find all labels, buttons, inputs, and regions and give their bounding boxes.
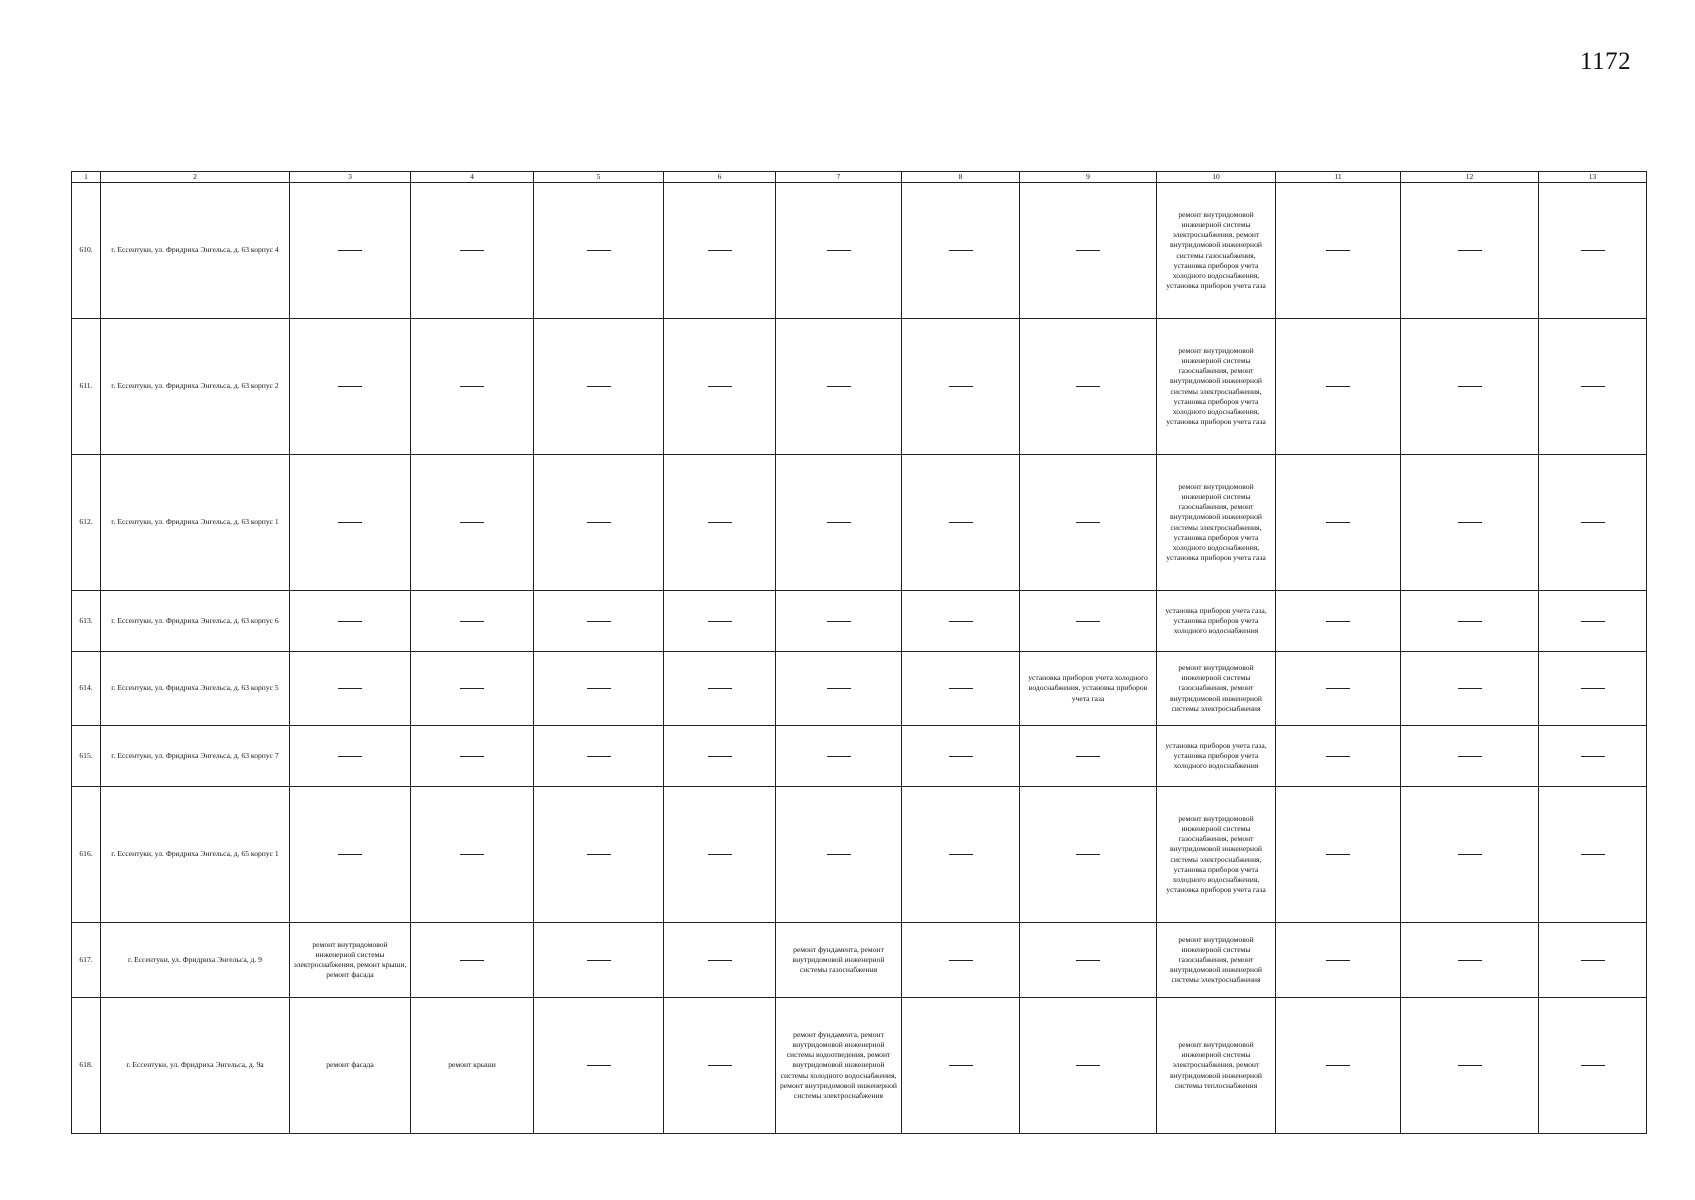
column-header: 12 xyxy=(1401,172,1539,183)
row-number: 610. xyxy=(72,183,101,319)
dash-mark xyxy=(1326,1065,1350,1066)
dash-mark xyxy=(949,621,973,622)
dash-mark xyxy=(827,621,851,622)
empty-cell xyxy=(902,787,1020,923)
dash-mark xyxy=(708,522,732,523)
dash-mark xyxy=(1326,854,1350,855)
dash-mark xyxy=(1076,960,1100,961)
empty-cell xyxy=(1276,183,1401,319)
empty-cell xyxy=(1020,787,1157,923)
dash-mark xyxy=(708,688,732,689)
empty-cell xyxy=(534,726,664,787)
dash-mark xyxy=(1458,756,1482,757)
empty-cell xyxy=(534,998,664,1134)
work-description: установка приборов учета холодного водоснабжения, установка приборов учета газа xyxy=(1028,673,1148,703)
empty-cell xyxy=(1020,455,1157,591)
dash-mark xyxy=(827,688,851,689)
page-number: 1172 xyxy=(1580,48,1632,75)
column-header: 1 xyxy=(72,172,101,183)
work-description: ремонт фундамента, ремонт внутридомовой инженерной системы газоснабжения xyxy=(792,944,885,974)
dash-mark xyxy=(1076,386,1100,387)
dash-mark xyxy=(1326,688,1350,689)
empty-cell xyxy=(1276,455,1401,591)
work-description-cell xyxy=(776,998,902,1134)
dash-mark xyxy=(1581,386,1605,387)
empty-cell xyxy=(1539,591,1647,652)
work-description-cell xyxy=(1020,652,1157,726)
address-cell: г. Ессентуки, ул. Фридриха Энгельса, д. 63 корпус 1 xyxy=(101,455,290,591)
dash-mark xyxy=(708,250,732,251)
dash-mark xyxy=(587,854,611,855)
row-number: 618. xyxy=(72,998,101,1134)
table-row xyxy=(72,726,1647,787)
empty-cell xyxy=(534,183,664,319)
work-description: ремонт внутридомовой инженерной системы газоснабжения, ремонт внутридомовой инженерной системы электроснабжения, установка приборов учета холодного водоснабжения, установка приборов учета газа xyxy=(1166,814,1266,894)
dash-mark xyxy=(708,386,732,387)
dash-mark xyxy=(338,854,362,855)
address-cell: г. Ессентуки, ул. Фридриха Энгельса, д. 63 корпус 5 xyxy=(101,652,290,726)
empty-cell xyxy=(290,787,411,923)
table-row xyxy=(72,591,1647,652)
empty-cell xyxy=(411,652,534,726)
dash-mark xyxy=(460,386,484,387)
empty-cell xyxy=(776,591,902,652)
dash-mark xyxy=(587,621,611,622)
empty-cell xyxy=(1401,319,1539,455)
dash-mark xyxy=(460,522,484,523)
empty-cell xyxy=(1401,726,1539,787)
empty-cell xyxy=(902,923,1020,998)
dash-mark xyxy=(338,688,362,689)
dash-mark xyxy=(338,621,362,622)
empty-cell xyxy=(534,319,664,455)
empty-cell xyxy=(664,726,776,787)
empty-cell xyxy=(1276,652,1401,726)
empty-cell xyxy=(1539,726,1647,787)
empty-cell xyxy=(411,319,534,455)
empty-cell xyxy=(290,591,411,652)
empty-cell xyxy=(664,652,776,726)
dash-mark xyxy=(1581,960,1605,961)
empty-cell xyxy=(1539,998,1647,1134)
dash-mark xyxy=(1458,621,1482,622)
dash-mark xyxy=(338,386,362,387)
dash-mark xyxy=(1076,621,1100,622)
work-description-cell xyxy=(290,923,411,998)
empty-cell xyxy=(664,923,776,998)
dash-mark xyxy=(827,854,851,855)
dash-mark xyxy=(460,960,484,961)
row-number: 614. xyxy=(72,652,101,726)
work-description: ремонт внутридомовой инженерной системы электроснабжения, ремонт крыши, ремонт фасада xyxy=(293,939,407,980)
empty-cell xyxy=(1020,183,1157,319)
table-row xyxy=(72,183,1647,319)
dash-mark xyxy=(460,854,484,855)
empty-cell xyxy=(1539,652,1647,726)
empty-cell xyxy=(411,923,534,998)
empty-cell xyxy=(664,319,776,455)
empty-cell xyxy=(1401,923,1539,998)
empty-cell xyxy=(1276,726,1401,787)
dash-mark xyxy=(587,250,611,251)
address-cell: г. Ессентуки, ул. Фридриха Энгельса, д. 63 корпус 4 xyxy=(101,183,290,319)
empty-cell xyxy=(1539,923,1647,998)
empty-cell xyxy=(1401,998,1539,1134)
work-description: ремонт фасада xyxy=(326,1060,374,1070)
dash-mark xyxy=(708,621,732,622)
work-description-cell xyxy=(1157,787,1276,923)
address-cell: г. Ессентуки, ул. Фридриха Энгельса, д. 63 корпус 6 xyxy=(101,591,290,652)
empty-cell xyxy=(664,787,776,923)
empty-cell xyxy=(411,183,534,319)
work-description: ремонт внутридомовой инженерной системы газоснабжения, ремонт внутридомовой инженерной системы электроснабжения, установка приборов учета холодного водоснабжения, установка приборов учета газа xyxy=(1166,482,1266,562)
empty-cell xyxy=(902,183,1020,319)
column-header: 2 xyxy=(101,172,290,183)
empty-cell xyxy=(1020,998,1157,1134)
empty-cell xyxy=(290,652,411,726)
dash-mark xyxy=(460,688,484,689)
empty-cell xyxy=(1401,591,1539,652)
work-description-cell xyxy=(411,998,534,1134)
column-header: 8 xyxy=(902,172,1020,183)
dash-mark xyxy=(1326,756,1350,757)
work-description-cell xyxy=(776,923,902,998)
work-description: ремонт крыши xyxy=(448,1060,496,1070)
empty-cell xyxy=(664,183,776,319)
empty-cell xyxy=(534,652,664,726)
empty-cell xyxy=(1276,998,1401,1134)
row-number: 617. xyxy=(72,923,101,998)
address-cell: г. Ессентуки, ул. Фридриха Энгельса, д. 65 корпус 1 xyxy=(101,787,290,923)
dash-mark xyxy=(949,1065,973,1066)
empty-cell xyxy=(411,455,534,591)
work-description: ремонт внутридомовой инженерной системы газоснабжения, ремонт внутридомовой инженерной системы электроснабжения xyxy=(1170,934,1262,985)
dash-mark xyxy=(949,854,973,855)
dash-mark xyxy=(1581,688,1605,689)
empty-cell xyxy=(290,319,411,455)
empty-cell xyxy=(1276,923,1401,998)
empty-cell xyxy=(411,726,534,787)
empty-cell xyxy=(664,455,776,591)
row-number: 612. xyxy=(72,455,101,591)
work-description-cell xyxy=(290,998,411,1134)
empty-cell xyxy=(290,183,411,319)
dash-mark xyxy=(460,621,484,622)
work-description-cell xyxy=(1157,319,1276,455)
work-description: установка приборов учета газа, установка приборов учета холодного водоснабжения xyxy=(1165,605,1267,635)
dash-mark xyxy=(1458,386,1482,387)
address-cell: г. Ессентуки, ул. Фридриха Энгельса, д. 9а xyxy=(101,998,290,1134)
column-header: 11 xyxy=(1276,172,1401,183)
dash-mark xyxy=(587,522,611,523)
dash-mark xyxy=(708,960,732,961)
row-number: 611. xyxy=(72,319,101,455)
empty-cell xyxy=(1401,787,1539,923)
dash-mark xyxy=(587,960,611,961)
work-description: установка приборов учета газа, установка приборов учета холодного водоснабжения xyxy=(1165,740,1267,770)
dash-mark xyxy=(587,756,611,757)
dash-mark xyxy=(1076,756,1100,757)
empty-cell xyxy=(534,787,664,923)
column-header: 3 xyxy=(290,172,411,183)
empty-cell xyxy=(1539,455,1647,591)
dash-mark xyxy=(949,386,973,387)
empty-cell xyxy=(534,455,664,591)
work-description-cell xyxy=(1157,455,1276,591)
empty-cell xyxy=(776,652,902,726)
work-description-cell xyxy=(1157,923,1276,998)
dash-mark xyxy=(827,250,851,251)
empty-cell xyxy=(1276,787,1401,923)
dash-mark xyxy=(827,522,851,523)
dash-mark xyxy=(949,688,973,689)
dash-mark xyxy=(1581,756,1605,757)
dash-mark xyxy=(1326,960,1350,961)
empty-cell xyxy=(902,455,1020,591)
dash-mark xyxy=(949,250,973,251)
empty-cell xyxy=(664,591,776,652)
work-description-cell xyxy=(1157,183,1276,319)
empty-cell xyxy=(1020,591,1157,652)
empty-cell xyxy=(902,998,1020,1134)
column-header: 6 xyxy=(664,172,776,183)
table-row xyxy=(72,319,1647,455)
empty-cell xyxy=(1020,726,1157,787)
dash-mark xyxy=(1458,250,1482,251)
dash-mark xyxy=(338,250,362,251)
work-description: ремонт внутридомовой инженерной системы газоснабжения, ремонт внутридомовой инженерной системы электроснабжения xyxy=(1170,663,1262,713)
empty-cell xyxy=(776,787,902,923)
column-header: 10 xyxy=(1157,172,1276,183)
dash-mark xyxy=(949,522,973,523)
empty-cell xyxy=(534,591,664,652)
dash-mark xyxy=(460,250,484,251)
empty-cell xyxy=(902,319,1020,455)
dash-mark xyxy=(949,960,973,961)
dash-mark xyxy=(1581,250,1605,251)
dash-mark xyxy=(1326,621,1350,622)
empty-cell xyxy=(1020,319,1157,455)
work-description: ремонт внутридомовой инженерной системы газоснабжения, ремонт внутридомовой инженерной системы электроснабжения, установка приборов учета холодного водоснабжения, установка приборов учета газа xyxy=(1166,346,1266,426)
dash-mark xyxy=(708,1065,732,1066)
empty-cell xyxy=(776,183,902,319)
dash-mark xyxy=(827,756,851,757)
empty-cell xyxy=(1401,652,1539,726)
empty-cell xyxy=(902,726,1020,787)
dash-mark xyxy=(338,522,362,523)
table-row xyxy=(72,998,1647,1134)
empty-cell xyxy=(1401,455,1539,591)
empty-cell xyxy=(776,455,902,591)
dash-mark xyxy=(1581,621,1605,622)
empty-cell xyxy=(534,923,664,998)
empty-cell xyxy=(1276,591,1401,652)
table-row xyxy=(72,787,1647,923)
empty-cell xyxy=(1276,319,1401,455)
empty-cell xyxy=(290,455,411,591)
dash-mark xyxy=(1458,960,1482,961)
address-cell: г. Ессентуки, ул. Фридриха Энгельса, д. 63 корпус 7 xyxy=(101,726,290,787)
dash-mark xyxy=(1581,854,1605,855)
dash-mark xyxy=(587,1065,611,1066)
address-cell: г. Ессентуки, ул. Фридриха Энгельса, д. 9 xyxy=(101,923,290,998)
dash-mark xyxy=(1458,854,1482,855)
dash-mark xyxy=(1076,854,1100,855)
table-row xyxy=(72,652,1647,726)
work-description-cell xyxy=(1157,591,1276,652)
empty-cell xyxy=(1020,923,1157,998)
empty-cell xyxy=(776,726,902,787)
empty-cell xyxy=(1539,787,1647,923)
dash-mark xyxy=(587,386,611,387)
works-table xyxy=(71,171,1647,1134)
header-row xyxy=(72,172,1647,183)
dash-mark xyxy=(460,756,484,757)
empty-cell xyxy=(1539,183,1647,319)
dash-mark xyxy=(1458,688,1482,689)
table-row xyxy=(72,455,1647,591)
empty-cell xyxy=(1539,319,1647,455)
dash-mark xyxy=(708,854,732,855)
column-header: 7 xyxy=(776,172,902,183)
empty-cell xyxy=(902,652,1020,726)
column-header: 9 xyxy=(1020,172,1157,183)
dash-mark xyxy=(1326,386,1350,387)
dash-mark xyxy=(1326,522,1350,523)
work-description: ремонт фундамента, ремонт внутридомовой инженерной системы водоотведения, ремонт внутридомовой инженерной системы холодного водоснабжения, ремонт внутридомовой инженерной системы электроснабжения xyxy=(780,1030,897,1100)
work-description-cell xyxy=(1157,652,1276,726)
row-number: 616. xyxy=(72,787,101,923)
column-header: 5 xyxy=(534,172,664,183)
empty-cell xyxy=(411,787,534,923)
work-description-cell xyxy=(1157,998,1276,1134)
empty-cell xyxy=(1401,183,1539,319)
empty-cell xyxy=(776,319,902,455)
dash-mark xyxy=(1458,522,1482,523)
empty-cell xyxy=(902,591,1020,652)
dash-mark xyxy=(1076,522,1100,523)
dash-mark xyxy=(949,756,973,757)
column-header: 4 xyxy=(411,172,534,183)
work-description: ремонт внутридомовой инженерной системы электроснабжения, ремонт внутридомовой инженерной системы теплоснабжения xyxy=(1170,1040,1262,1090)
dash-mark xyxy=(1076,250,1100,251)
dash-mark xyxy=(1581,522,1605,523)
dash-mark xyxy=(338,756,362,757)
row-number: 615. xyxy=(72,726,101,787)
work-description-cell xyxy=(1157,726,1276,787)
row-number: 613. xyxy=(72,591,101,652)
empty-cell xyxy=(411,591,534,652)
column-header: 13 xyxy=(1539,172,1647,183)
empty-cell xyxy=(664,998,776,1134)
dash-mark xyxy=(827,386,851,387)
dash-mark xyxy=(1581,1065,1605,1066)
dash-mark xyxy=(587,688,611,689)
work-description: ремонт внутридомовой инженерной системы электроснабжения, ремонт внутридомовой инженерной системы газоснабжения, установка приборов учета холодного водоснабжения, установка приборов учета газа xyxy=(1166,210,1266,290)
empty-cell xyxy=(290,726,411,787)
dash-mark xyxy=(1326,250,1350,251)
dash-mark xyxy=(1076,1065,1100,1066)
address-cell: г. Ессентуки, ул. Фридриха Энгельса, д. 63 корпус 2 xyxy=(101,319,290,455)
table-row xyxy=(72,923,1647,998)
dash-mark xyxy=(1458,1065,1482,1066)
dash-mark xyxy=(708,756,732,757)
